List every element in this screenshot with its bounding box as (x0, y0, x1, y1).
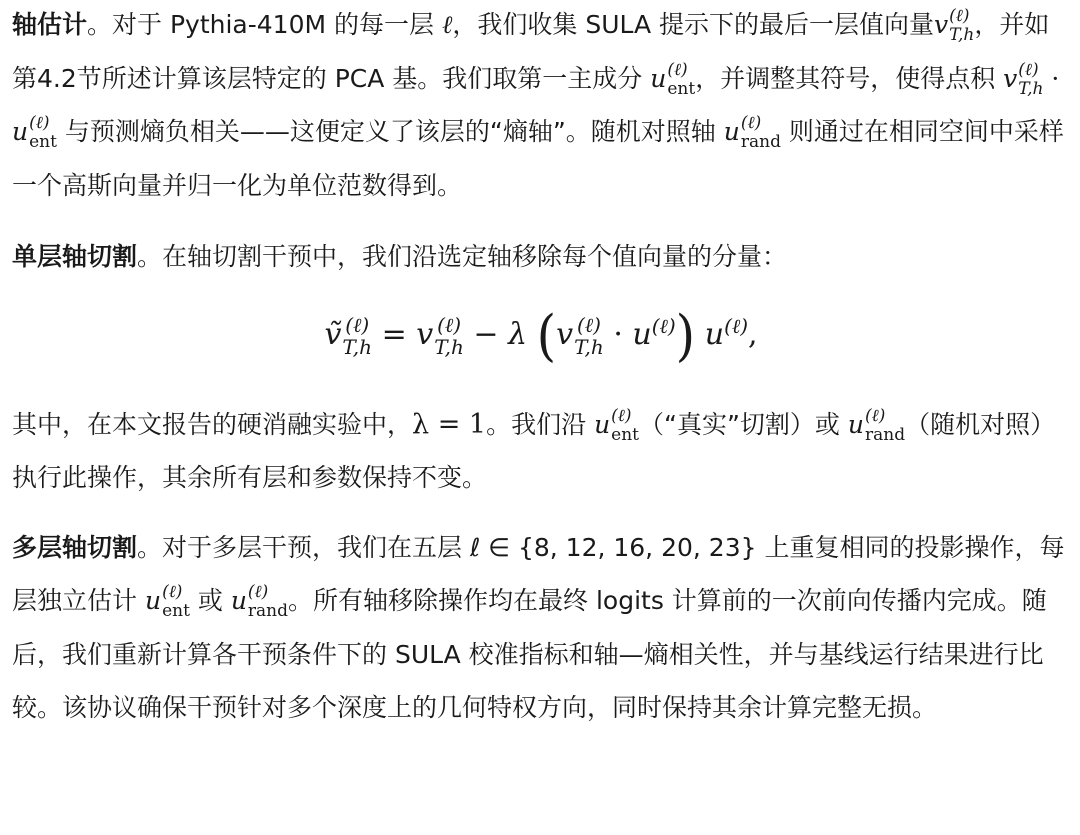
paragraph-axis-estimation (12, 0, 1070, 212)
text-span: ，并如第4.2节所述计算该层特定的 PCA 基。我们取第一主成分 (12, 10, 1050, 93)
text-span: 。所有轴移除操作均在最终 logits 计算前的一次前向传播内完成。随后，我们重新计算各干预条件下的 SULA 校准指标和轴—熵相关性，并与基线运行结果进行比较。该协议确保干预针对多个深度上的几何特权方向，同时保持其余计算完整无损。 (12, 586, 1047, 722)
math-u: u (650, 63, 667, 93)
math-minus: − (473, 316, 499, 352)
math-u: u (847, 409, 864, 439)
math-lambda-eq: λ = 1 (412, 408, 487, 440)
math-scripts: (ℓ) ent (667, 59, 696, 99)
display-equation (12, 290, 1070, 380)
text-span: 或 (189, 586, 231, 615)
math-rparen: ) (675, 303, 696, 368)
text-span: ，我们收集 SULA 提示下的最后一层值向量 (452, 10, 935, 39)
math-scripts: (ℓ) rand (864, 405, 906, 445)
text-span: 则通过在相同空间中采样一个高斯向量并归一化为单位范数得到。 (12, 117, 1064, 200)
math-u: u (230, 586, 247, 615)
math-u: u (723, 117, 740, 146)
text-span: 与预测熵负相关——这便定义了该层的“熵轴”。随机对照轴 (56, 117, 724, 146)
text-span: ，并调整其符号，使得点积 (695, 63, 1004, 93)
math-u: u (12, 117, 29, 146)
math-vtilde: ṽ (324, 316, 342, 352)
math-u: u (144, 586, 162, 615)
math-scripts: (ℓ) rand (247, 582, 289, 621)
paragraph-lambda (12, 398, 1070, 505)
math-u: u (632, 316, 652, 352)
math-scripts: (ℓ) rand (740, 113, 781, 152)
math-scripts: (ℓ) T,h (574, 312, 604, 359)
text-span: （“真实”切割）或 (639, 409, 848, 439)
math-v: v (416, 316, 434, 352)
paragraph-title: 单层轴切割 (12, 242, 138, 271)
math-v: v (556, 316, 574, 352)
text-span: 其中，在本文报告的硬消融实验中， (12, 409, 413, 439)
math-scripts: (ℓ) ent (162, 582, 190, 621)
text-span: 。对于多层干预，我们在五层 ℓ ∈ {8, 12, 16, 20, 23} 上重复相同的投影操作，每层独立估计 (12, 532, 1065, 615)
math-ell: ℓ (441, 10, 453, 39)
math-u: u (594, 409, 611, 439)
math-lambda: λ (508, 316, 528, 352)
paragraph-title: 多层轴切割 (12, 532, 138, 562)
math-scripts: (ℓ) T,h (342, 312, 373, 359)
math-sup: (ℓ) (724, 313, 748, 338)
text-span: 。在轴切割干预中，我们沿选定轴移除每个值向量的分量： (137, 242, 788, 271)
math-equals: = (381, 316, 407, 352)
math-scripts: (ℓ) T,h (949, 6, 975, 45)
math-scripts: (ℓ) ent (29, 113, 57, 152)
math-dot: · (1051, 63, 1060, 93)
math-scripts: (ℓ) ent (611, 405, 640, 445)
text-span: （随机对照）执行此操作，其余所有层和参数保持不变。 (12, 409, 1056, 492)
math-scripts: (ℓ) T,h (434, 312, 464, 359)
math-lparen: ( (536, 303, 557, 368)
math-dot: · (613, 316, 623, 352)
math-comma: , (748, 316, 758, 352)
paragraph-title: 轴估计 (12, 10, 88, 39)
math-scripts: (ℓ) T,h (1018, 59, 1044, 99)
math-u: u (704, 316, 725, 352)
math-v: v (934, 10, 949, 39)
math-sup: (ℓ) (651, 313, 676, 338)
text-span: 。我们沿 (486, 409, 595, 439)
math-v: v (1003, 63, 1018, 93)
text-span: 。对于 Pythia-410M 的每一层 (87, 10, 442, 39)
paragraph-multi-layer (12, 521, 1070, 735)
paragraph-single-layer (12, 230, 1070, 284)
